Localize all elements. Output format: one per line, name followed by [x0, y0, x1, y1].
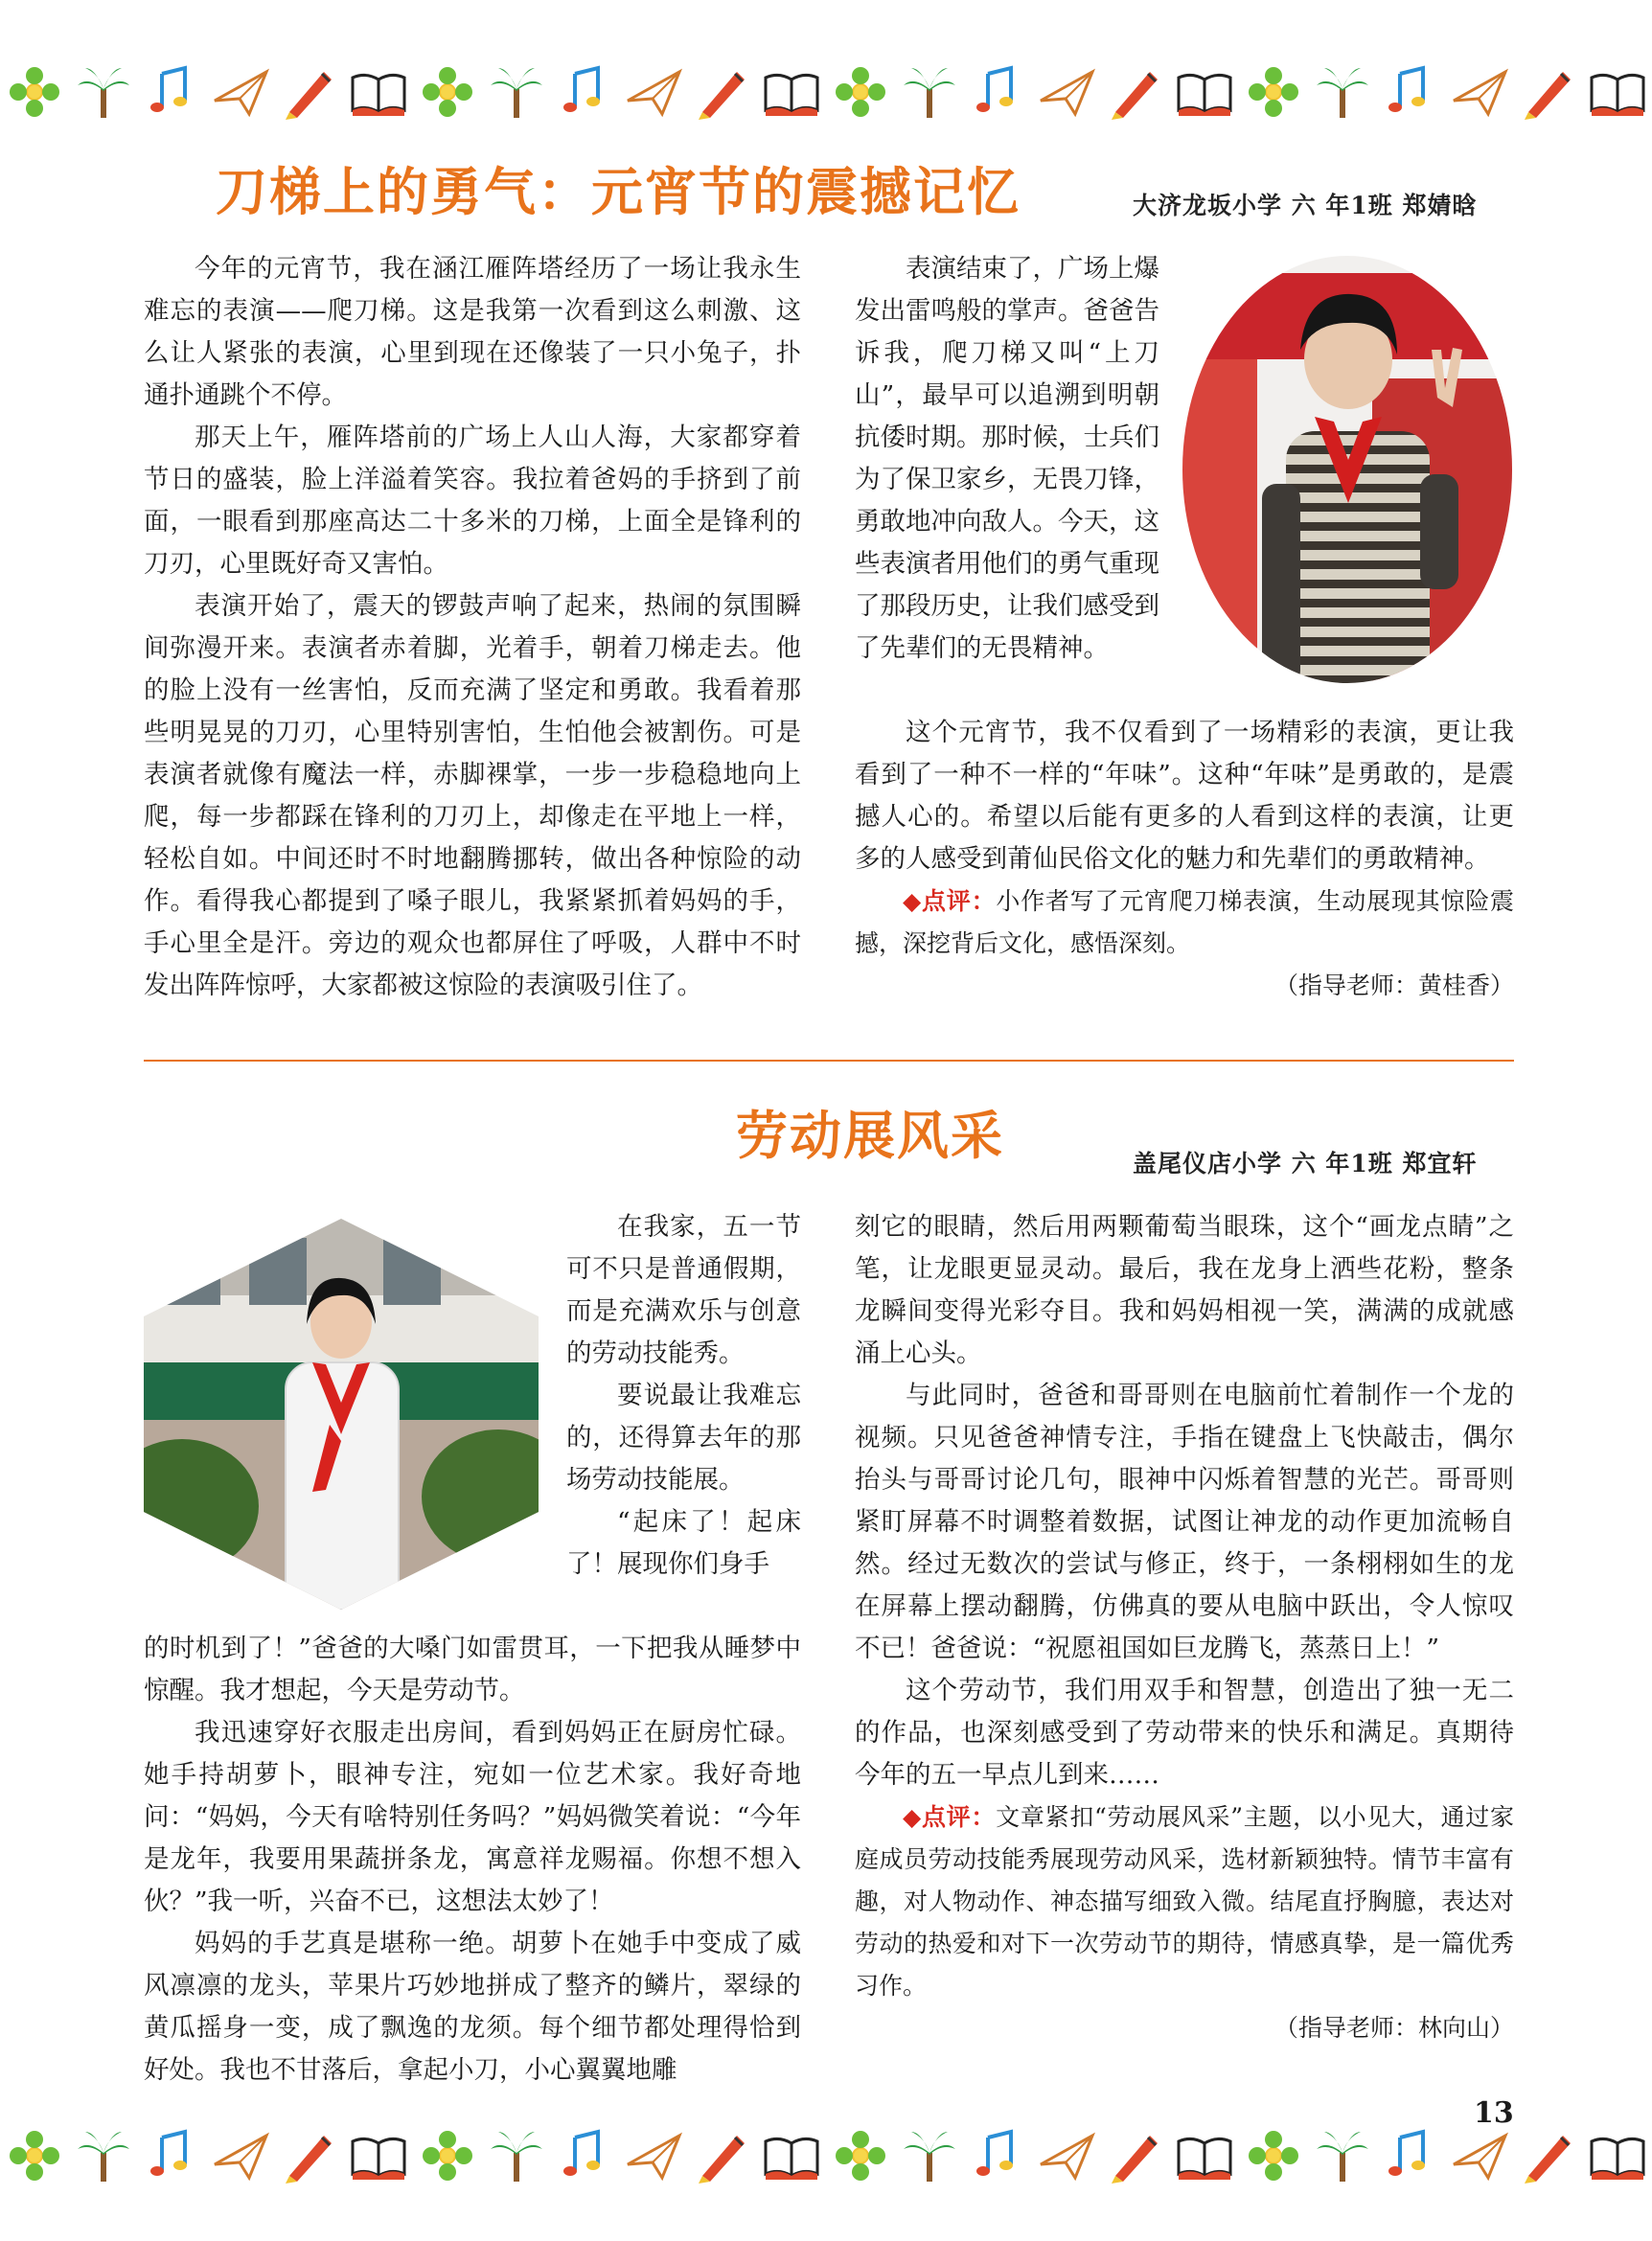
article2-paragraph: 与此同时，爸爸和哥哥则在电脑前忙着制作一个龙的视频。只见爸爸神情专注，手指在键盘上飞快敲击，偶尔抬头与哥哥讨论几句，眼神中闪烁着智慧的光芒。哥哥则紧盯屏幕不时调整着数据，试图让神龙的动作更加流畅自然。经过无数次的尝试与修正，终于，一条栩栩如生的龙在屏幕上摆动翻腾，仿佛真的要从电脑中跃出，令人惊叹不已！爸爸说：“祝愿祖国如巨龙腾飞，蒸蒸日上！”: [855, 1381, 1514, 1663]
palm-tree-icon: [900, 62, 959, 122]
article2-title: 劳动展风采: [736, 1106, 1004, 1166]
open-book-icon: [349, 62, 408, 122]
open-book-icon: [1588, 2126, 1647, 2185]
article2-teacher: （指导老师：林向山）: [1273, 2014, 1514, 2042]
flower-icon: [831, 62, 890, 122]
article2-paragraph: 刻它的眼睛，然后用两颗葡萄当眼珠，这个“画龙点睛”之笔，让龙眼更显灵动。最后，我在龙身上洒些花粉，整条龙瞬间变得光彩夺目。我和妈妈相视一笑，满满的成就感涌上心头。: [855, 1212, 1514, 1368]
palm-tree-icon: [74, 62, 133, 122]
article1-title: 刀梯上的勇气：元宵节的震撼记忆: [216, 162, 1021, 222]
paper-plane-icon: [211, 62, 270, 122]
article2-left-column: [144, 1628, 801, 2092]
open-book-icon: [1175, 62, 1234, 122]
comment-label: ◆点评：: [903, 1803, 997, 1831]
comment-text: 文章紧扣“劳动展风采”主题，以小见大，通过家庭成员劳动技能秀展现劳动风采，选材新颖独特。情节丰富有趣，对人物动作、神态描写细致入微。结尾直抒胸臆，表达对劳动的热爱和对下一次劳动节的期待，情感真挚，是一篇优秀习作。: [855, 1803, 1514, 2000]
comment-text: 小作者写了元宵爬刀梯表演，生动展现其惊险震撼，深挖背后文化，感悟深刻。: [855, 887, 1514, 957]
music-notes-icon: [1381, 2126, 1440, 2185]
pencil-icon: [1519, 2126, 1578, 2185]
pencil-icon: [1106, 62, 1165, 122]
pencil-icon: [280, 2126, 339, 2185]
open-book-icon: [762, 62, 821, 122]
flower-icon: [5, 2126, 64, 2185]
article1-paragraph: 那天上午，雁阵塔前的广场上人山人海，大家都穿着节日的盛装，脸上洋溢着笑容。我拉着爸妈的手挤到了前面，一眼看到那座高达二十多米的刀梯，上面全是锋利的刀刃，心里既好奇又害怕。: [144, 423, 801, 579]
pencil-icon: [693, 2126, 752, 2185]
pencil-icon: [693, 62, 752, 122]
paper-plane-icon: [624, 2126, 683, 2185]
top-decorative-border: [0, 44, 1652, 140]
open-book-icon: [349, 2126, 408, 2185]
article1-byline: 大济龙坂小学 六 年1班 郑婧晗: [1133, 192, 1478, 219]
article2-paragraph: “起床了！起床了！展现你们身手: [566, 1507, 801, 1579]
article2-paragraph: 在我家，五一节可不只是普通假期，而是充满欢乐与创意的劳动技能秀。: [566, 1212, 801, 1368]
flower-icon: [1244, 2126, 1303, 2185]
article1-paragraph: 表演开始了，震天的锣鼓声响了起来，热闹的氛围瞬间弥漫开来。表演者赤着脚，光着手，朝着刀梯走去。他的脸上没有一丝害怕，反而充满了坚定和勇敢。我看着那些明晃晃的刀刃，心里特别害怕，生怕他会被割伤。可是表演者就像有魔法一样，赤脚裸掌，一步一步稳稳地向上爬，每一步都踩在锋利的刀刃上，却像走在平地上一样，轻松自如。中间还时不时地翻腾挪转，做出各种惊险的动作。看得我心都提到了嗓子眼儿，我紧紧抓着妈妈的手，手心里全是汗。旁边的观众也都屏住了呼吸，人群中不时发出阵阵惊呼，大家都被这惊险的表演吸引住了。: [144, 591, 801, 1000]
article2-paragraph: 的时机到了！”爸爸的大嗓门如雷贯耳，一下把我从睡梦中惊醒。我才想起，今天是劳动节。: [144, 1634, 801, 1705]
music-notes-icon: [143, 62, 202, 122]
music-notes-icon: [969, 62, 1028, 122]
paper-plane-icon: [1037, 2126, 1096, 2185]
article2-right-column: [855, 1206, 1514, 2049]
open-book-icon: [762, 2126, 821, 2185]
flower-icon: [831, 2126, 890, 2185]
flower-icon: [418, 62, 477, 122]
article1-teacher: （指导老师：黄桂香）: [1273, 972, 1514, 999]
pencil-icon: [1106, 2126, 1165, 2185]
flower-icon: [1244, 62, 1303, 122]
flower-icon: [418, 2126, 477, 2185]
bottom-decorative-border: [0, 2108, 1652, 2204]
student-portrait-photo-oval: [1181, 254, 1514, 685]
article2-paragraph: 我迅速穿好衣服走出房间，看到妈妈正在厨房忙碌。她手持胡萝卜，眼神专注，宛如一位艺术家。我好奇地问：“妈妈，今天有啥特别任务吗？”妈妈微笑着说：“今年是龙年，我要用果蔬拼条龙，寓意祥龙赐福。你想不想入伙？”我一听，兴奋不已，这想法太妙了！: [144, 1718, 801, 1916]
article1-right-narrow-column: [855, 248, 1159, 670]
article1-paragraph: 这个元宵节，我不仅看到了一场精彩的表演，更让我看到了一种不一样的“年味”。这种“年味”是勇敢的，是震撼人心的。希望以后能有更多的人看到这样的表演，让更多的人感受到莆仙民俗文化的魅力和先辈们的勇敢精神。: [855, 718, 1514, 874]
flower-icon: [5, 62, 64, 122]
article1-paragraph: 表演结束了，广场上爆发出雷鸣般的掌声。爸爸告诉我，爬刀梯又叫“上刀山”，最早可以追溯到明朝抗倭时期。那时候，士兵们为了保卫家乡，无畏刀锋，勇敢地冲向敌人。今天，这些表演者用他们的勇气重现了那段历史，让我们感受到了先辈们的无畏精神。: [855, 254, 1159, 663]
palm-tree-icon: [900, 2126, 959, 2185]
paper-plane-icon: [211, 2126, 270, 2185]
paper-plane-icon: [1450, 62, 1509, 122]
open-book-icon: [1175, 2126, 1234, 2185]
article2-byline: 盖尾仪店小学 六 年1班 郑宜轩: [1133, 1150, 1478, 1178]
article2-comment: [855, 1796, 1514, 2007]
article2-beside-photo-column: [566, 1206, 801, 1586]
music-notes-icon: [556, 62, 615, 122]
comment-label: ◆点评：: [903, 887, 997, 915]
pencil-icon: [280, 62, 339, 122]
palm-tree-icon: [1313, 62, 1372, 122]
music-notes-icon: [556, 2126, 615, 2185]
article2-paragraph: 妈妈的手艺真是堪称一绝。胡萝卜在她手中变成了威风凛凛的龙头，苹果片巧妙地拼成了整齐的鳞片，翠绿的黄瓜摇身一变，成了飘逸的龙须。每个细节都处理得恰到好处。我也不甘落后，拿起小刀，小心翼翼地雕: [144, 1929, 801, 2085]
article2-paragraph: 要说最让我难忘的，还得算去年的那场劳动技能展。: [566, 1381, 801, 1495]
paper-plane-icon: [1037, 62, 1096, 122]
palm-tree-icon: [1313, 2126, 1372, 2185]
music-notes-icon: [1381, 62, 1440, 122]
article1-comment: [855, 880, 1514, 965]
music-notes-icon: [143, 2126, 202, 2185]
pencil-icon: [1519, 62, 1578, 122]
article1-right-wide-column: [855, 712, 1514, 1007]
page-number: 13: [1474, 2096, 1514, 2130]
paper-plane-icon: [1450, 2126, 1509, 2185]
open-book-icon: [1588, 62, 1647, 122]
palm-tree-icon: [74, 2126, 133, 2185]
article1-paragraph: 今年的元宵节，我在涵江雁阵塔经历了一场让我永生难忘的表演——爬刀梯。这是我第一次看到这么刺激、这么让人紧张的表演，心里到现在还像装了一只小兔子，扑通扑通跳个不停。: [144, 254, 801, 410]
article1-left-column: [144, 248, 801, 1007]
music-notes-icon: [969, 2126, 1028, 2185]
article2-paragraph: 这个劳动节，我们用双手和智慧，创造出了独一无二的作品，也深刻感受到了劳动带来的快乐和满足。真期待今年的五一早点儿到来……: [855, 1676, 1514, 1790]
section-divider: [144, 1060, 1514, 1062]
palm-tree-icon: [487, 62, 546, 122]
palm-tree-icon: [487, 2126, 546, 2185]
student-portrait-photo-hexagon: [144, 1219, 539, 1610]
paper-plane-icon: [624, 62, 683, 122]
